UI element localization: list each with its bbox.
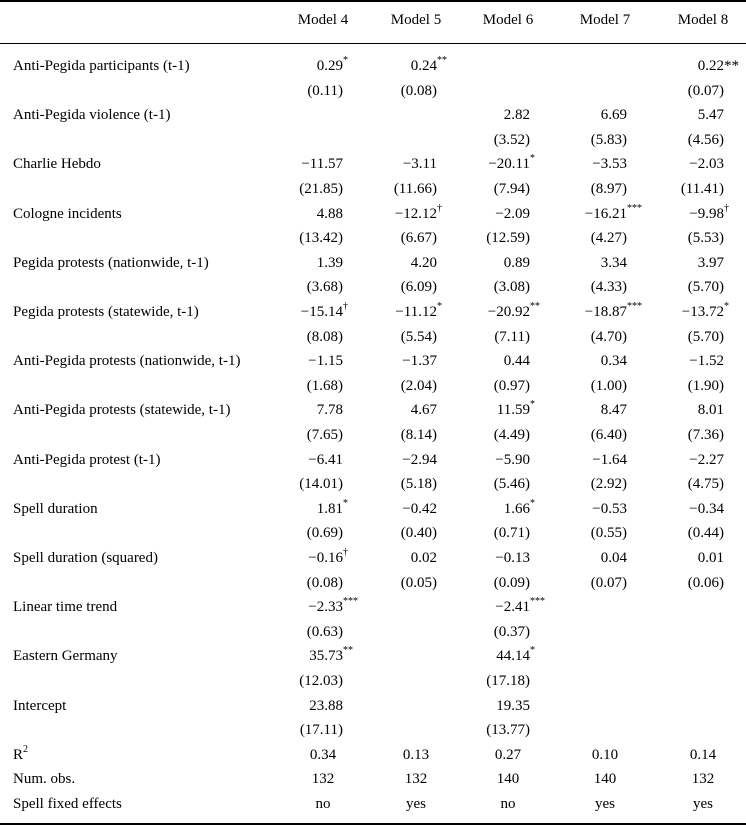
coefficient-cell-value: 23.88 — [309, 697, 343, 714]
standard-error-cell-value: (12.03) — [299, 673, 343, 689]
standard-error-cell-value: (5.70) — [687, 279, 724, 296]
significance-stars: *** — [627, 202, 642, 214]
column-header-model: Model 7 — [579, 12, 631, 28]
standard-error-cell-value: (0.07) — [590, 574, 627, 591]
standard-error-cell-value: (3.52) — [493, 131, 530, 148]
top-rule — [0, 0, 746, 2]
statistic-value: no — [500, 796, 516, 812]
standard-error-row — [0, 620, 746, 644]
standard-error-row — [0, 275, 746, 299]
coefficient-cell-value: 4.88 — [316, 205, 343, 222]
coefficient-cell-value: 0.22 — [697, 58, 724, 74]
coefficient-cell-value: 11.59 — [496, 402, 530, 419]
variable-label: Linear time trend — [13, 599, 118, 616]
standard-error-cell-value: (2.04) — [400, 377, 437, 394]
coefficient-cell-value: −2.03 — [689, 156, 724, 173]
coefficient-row — [0, 595, 746, 619]
standard-error-cell-value: (8.14) — [400, 427, 437, 443]
statistic-label — [13, 792, 122, 816]
statistic-value: 0.10 — [591, 746, 619, 763]
standard-error-cell-value: (13.42) — [299, 230, 343, 247]
standard-error-cell-value: (0.40) — [400, 525, 437, 542]
standard-error-cell-value: (0.63) — [306, 623, 343, 640]
coefficient-cell-value: −11.57 — [301, 156, 343, 173]
statistic-row — [0, 767, 746, 791]
statistic-label-text: Num. obs. — [13, 771, 76, 788]
coefficient-row — [0, 54, 746, 78]
coefficient-cell-value: −2.27 — [689, 451, 724, 468]
coefficient-row — [0, 103, 746, 127]
coefficient-cell-value: 0.02 — [410, 550, 437, 566]
coefficient-cell-value: 1.66 — [503, 500, 530, 517]
standard-error-cell-value: (4.49) — [493, 427, 530, 443]
coefficient-cell-value: −15.14 — [300, 304, 343, 320]
coefficient-cell-value: 8.47 — [600, 402, 627, 419]
coefficient-cell-value: 0.89 — [503, 254, 530, 271]
coefficient-cell-value: −0.13 — [495, 550, 530, 566]
coefficient-cell-value: −2.33 — [308, 599, 343, 616]
standard-error-row — [0, 177, 746, 201]
standard-error-cell-value: (5.70) — [687, 328, 724, 345]
standard-error-cell-value: (5.83) — [590, 131, 627, 148]
coefficient-cell-value: 1.81 — [316, 500, 343, 517]
statistic-value: 0.27 — [494, 746, 522, 763]
significance-stars: *** — [343, 596, 358, 608]
standard-error-cell-value: (7.94) — [493, 181, 530, 197]
standard-error-cell-value: (5.46) — [493, 476, 530, 493]
coefficient-cell-value: 3.34 — [600, 254, 627, 271]
standard-error-cell-value: (4.75) — [687, 476, 724, 493]
standard-error-cell-value: (5.18) — [400, 476, 437, 493]
coefficient-cell-value: −0.16 — [308, 550, 343, 566]
variable-label: Pegida protests (nationwide, t-1) — [13, 254, 209, 271]
standard-error-row — [0, 423, 746, 447]
standard-error-cell-value: (21.85) — [299, 181, 343, 197]
variable-label: Anti-Pegida protests (nationwide, t-1) — [13, 353, 241, 370]
standard-error-row — [0, 521, 746, 545]
statistic-value: 140 — [496, 771, 520, 788]
coefficient-cell-value: 4.67 — [410, 402, 437, 419]
standard-error-cell-value: (6.40) — [590, 427, 627, 443]
significance-stars: ** — [724, 58, 739, 74]
coefficient-cell-value: −2.41 — [495, 599, 530, 616]
coefficient-row — [0, 448, 746, 472]
statistic-value: yes — [693, 796, 713, 812]
standard-error-cell-value: (0.71) — [493, 525, 530, 542]
significance-stars: * — [724, 301, 729, 312]
coefficient-cell-value: −3.11 — [402, 156, 437, 173]
standard-error-cell-value: (0.09) — [493, 574, 530, 591]
standard-error-cell-value: (4.27) — [590, 230, 627, 247]
standard-error-cell-value: (8.97) — [590, 181, 627, 197]
standard-error-cell-value: (0.69) — [306, 525, 343, 542]
significance-stars: *** — [530, 596, 545, 608]
standard-error-row — [0, 374, 746, 398]
significance-stars: * — [530, 399, 535, 411]
statistic-value: yes — [406, 796, 426, 812]
variable-label: Anti-Pegida protests (statewide, t-1) — [13, 402, 231, 419]
standard-error-cell-value: (8.08) — [306, 328, 343, 345]
standard-error-cell-value: (7.65) — [306, 427, 343, 443]
coefficient-cell-value: −1.52 — [689, 353, 724, 370]
statistic-value: 0.14 — [689, 746, 717, 763]
standard-error-cell-value: (17.11) — [299, 722, 343, 739]
standard-error-cell-value: (0.37) — [493, 623, 530, 640]
coefficient-cell-value: 4.20 — [410, 254, 437, 271]
standard-error-row — [0, 325, 746, 349]
statistic-label — [13, 743, 28, 767]
column-header-model: Model 4 — [297, 12, 349, 28]
column-header-model: Model 8 — [677, 12, 729, 28]
standard-error-cell-value: (5.54) — [400, 328, 437, 345]
significance-stars: † — [343, 547, 348, 558]
standard-error-cell-value: (0.06) — [687, 574, 724, 591]
variable-label: Cologne incidents — [13, 205, 122, 222]
variable-label: Pegida protests (statewide, t-1) — [13, 304, 199, 320]
standard-error-cell-value: (13.77) — [486, 722, 530, 739]
coefficient-cell-value: −20.11 — [488, 156, 530, 173]
significance-stars: *** — [627, 301, 642, 312]
standard-error-cell-value: (14.01) — [299, 476, 343, 493]
coefficient-row — [0, 300, 746, 324]
coefficient-cell-value: −13.72 — [681, 304, 724, 320]
coefficient-row — [0, 202, 746, 226]
standard-error-cell-value: (0.97) — [493, 377, 530, 394]
standard-error-cell-value: (2.92) — [590, 476, 627, 493]
standard-error-row — [0, 571, 746, 595]
coefficient-cell-value: −0.53 — [592, 500, 627, 517]
coefficient-cell-value: 0.44 — [503, 353, 530, 370]
statistic-value: no — [315, 796, 331, 812]
coefficient-cell-value: 5.47 — [697, 107, 724, 124]
coefficient-cell-value: 0.29 — [316, 58, 343, 74]
coefficient-cell-value: −1.37 — [402, 353, 437, 370]
coefficient-cell-value: 0.04 — [600, 550, 627, 566]
standard-error-cell-value: (5.53) — [687, 230, 724, 247]
standard-error-cell-value: (0.07) — [687, 82, 724, 99]
coefficient-cell-value: 0.01 — [697, 550, 724, 566]
coefficient-cell-value: −3.53 — [592, 156, 627, 173]
standard-error-cell-value: (17.18) — [486, 673, 530, 689]
coefficient-cell-value: 44.14 — [496, 648, 530, 665]
standard-error-cell-value: (4.70) — [590, 328, 627, 345]
header-row — [0, 8, 746, 32]
statistic-row — [0, 743, 746, 767]
standard-error-cell-value: (1.68) — [306, 377, 343, 394]
significance-stars: † — [343, 301, 348, 312]
statistic-value: 132 — [311, 771, 335, 788]
variable-label: Anti-Pegida violence (t-1) — [13, 107, 171, 124]
standard-error-cell-value: (11.41) — [680, 181, 724, 197]
coefficient-cell-value: 2.82 — [503, 107, 530, 124]
standard-error-cell-value: (7.11) — [494, 328, 530, 345]
coefficient-cell-value: 6.69 — [600, 107, 627, 124]
header-rule — [0, 43, 746, 44]
statistic-label — [13, 767, 75, 791]
statistic-value: yes — [595, 796, 615, 812]
statistic-row — [0, 792, 746, 816]
coefficient-cell-value: −20.92 — [487, 304, 530, 320]
variable-label: Anti-Pegida participants (t-1) — [13, 58, 190, 74]
statistic-value: 132 — [404, 771, 428, 788]
coefficient-cell-value: −0.34 — [689, 500, 724, 517]
variable-label: Spell duration (squared) — [13, 550, 158, 566]
statistic-value: 0.34 — [309, 746, 337, 763]
standard-error-cell-value: (3.08) — [493, 279, 530, 296]
coefficient-row — [0, 644, 746, 668]
significance-stars: ** — [530, 301, 540, 312]
coefficient-cell-value: −11.12 — [395, 304, 437, 320]
standard-error-cell-value: (1.00) — [590, 377, 627, 394]
coefficient-cell-value: −18.87 — [584, 304, 627, 320]
variable-label: Anti-Pegida protest (t-1) — [13, 451, 161, 468]
significance-stars: † — [724, 202, 729, 214]
column-header-model: Model 6 — [482, 12, 534, 28]
standard-error-cell-value: (0.44) — [687, 525, 724, 542]
coefficient-cell-value: −2.09 — [495, 205, 530, 222]
coefficient-cell-value: 35.73 — [309, 648, 343, 665]
coefficient-cell-value: 1.39 — [316, 254, 343, 271]
significance-stars: * — [343, 55, 348, 66]
significance-stars: * — [530, 645, 535, 657]
significance-stars: * — [530, 497, 535, 509]
standard-error-cell-value: (6.09) — [400, 279, 437, 296]
standard-error-cell-value: (0.08) — [400, 82, 437, 99]
standard-error-row — [0, 718, 746, 742]
significance-stars: * — [437, 301, 442, 312]
standard-error-cell-value: (12.59) — [486, 230, 530, 247]
coefficient-cell-value: 19.35 — [496, 697, 530, 714]
coefficient-row — [0, 349, 746, 373]
significance-stars: * — [530, 153, 535, 165]
standard-error-row — [0, 128, 746, 152]
variable-label: Eastern Germany — [13, 648, 118, 665]
coefficient-row — [0, 694, 746, 718]
standard-error-row — [0, 79, 746, 103]
standard-error-cell-value: (11.66) — [393, 181, 437, 197]
standard-error-cell-value: (6.67) — [400, 230, 437, 247]
statistic-value: 140 — [593, 771, 617, 788]
coefficient-row — [0, 497, 746, 521]
standard-error-cell-value: (4.33) — [590, 279, 627, 296]
variable-label: Spell duration — [13, 500, 98, 517]
statistic-label-text: R — [13, 746, 24, 763]
variable-label: Charlie Hebdo — [13, 156, 101, 173]
coefficient-row — [0, 152, 746, 176]
standard-error-cell-value: (4.56) — [687, 131, 724, 148]
coefficient-cell-value: 3.97 — [697, 254, 724, 271]
coefficient-cell-value: −16.21 — [584, 205, 627, 222]
significance-stars: † — [437, 202, 442, 214]
coefficient-cell-value: 0.24 — [410, 58, 437, 74]
coefficient-cell-value: −0.42 — [402, 500, 437, 517]
significance-stars: ** — [343, 645, 353, 657]
significance-stars: * — [343, 497, 348, 509]
coefficient-cell-value: 7.78 — [316, 402, 343, 419]
significance-stars: ** — [437, 55, 447, 66]
standard-error-row — [0, 226, 746, 250]
coefficient-cell-value: −2.94 — [402, 451, 437, 468]
standard-error-cell-value: (0.11) — [307, 82, 343, 99]
superscript: 2 — [23, 743, 29, 755]
standard-error-cell-value: (0.05) — [400, 574, 437, 591]
standard-error-cell-value: (0.08) — [306, 574, 343, 591]
statistic-value: 132 — [691, 771, 715, 788]
standard-error-row — [0, 472, 746, 496]
coefficient-row — [0, 546, 746, 570]
coefficient-cell-value: −6.41 — [308, 451, 343, 468]
coefficient-cell-value: −12.12 — [394, 205, 437, 222]
column-header-model: Model 5 — [390, 12, 442, 28]
standard-error-row — [0, 669, 746, 693]
coefficient-cell-value: −5.90 — [495, 451, 530, 468]
standard-error-cell-value: (0.55) — [590, 525, 627, 542]
standard-error-cell-value: (3.68) — [306, 279, 343, 296]
coefficient-cell-value: −1.15 — [308, 353, 343, 370]
coefficient-row — [0, 251, 746, 275]
variable-label: Intercept — [13, 697, 67, 714]
coefficient-cell-value: −9.98 — [689, 205, 724, 222]
coefficient-cell-value: −1.64 — [592, 451, 627, 468]
coefficient-row — [0, 398, 746, 422]
coefficient-cell-value: 0.34 — [600, 353, 627, 370]
standard-error-cell-value: (1.90) — [687, 377, 724, 394]
coefficient-cell-value: 8.01 — [697, 402, 724, 419]
statistic-label-text: Spell fixed effects — [13, 796, 122, 812]
statistic-value: 0.13 — [402, 746, 430, 763]
standard-error-cell-value: (7.36) — [687, 427, 724, 443]
